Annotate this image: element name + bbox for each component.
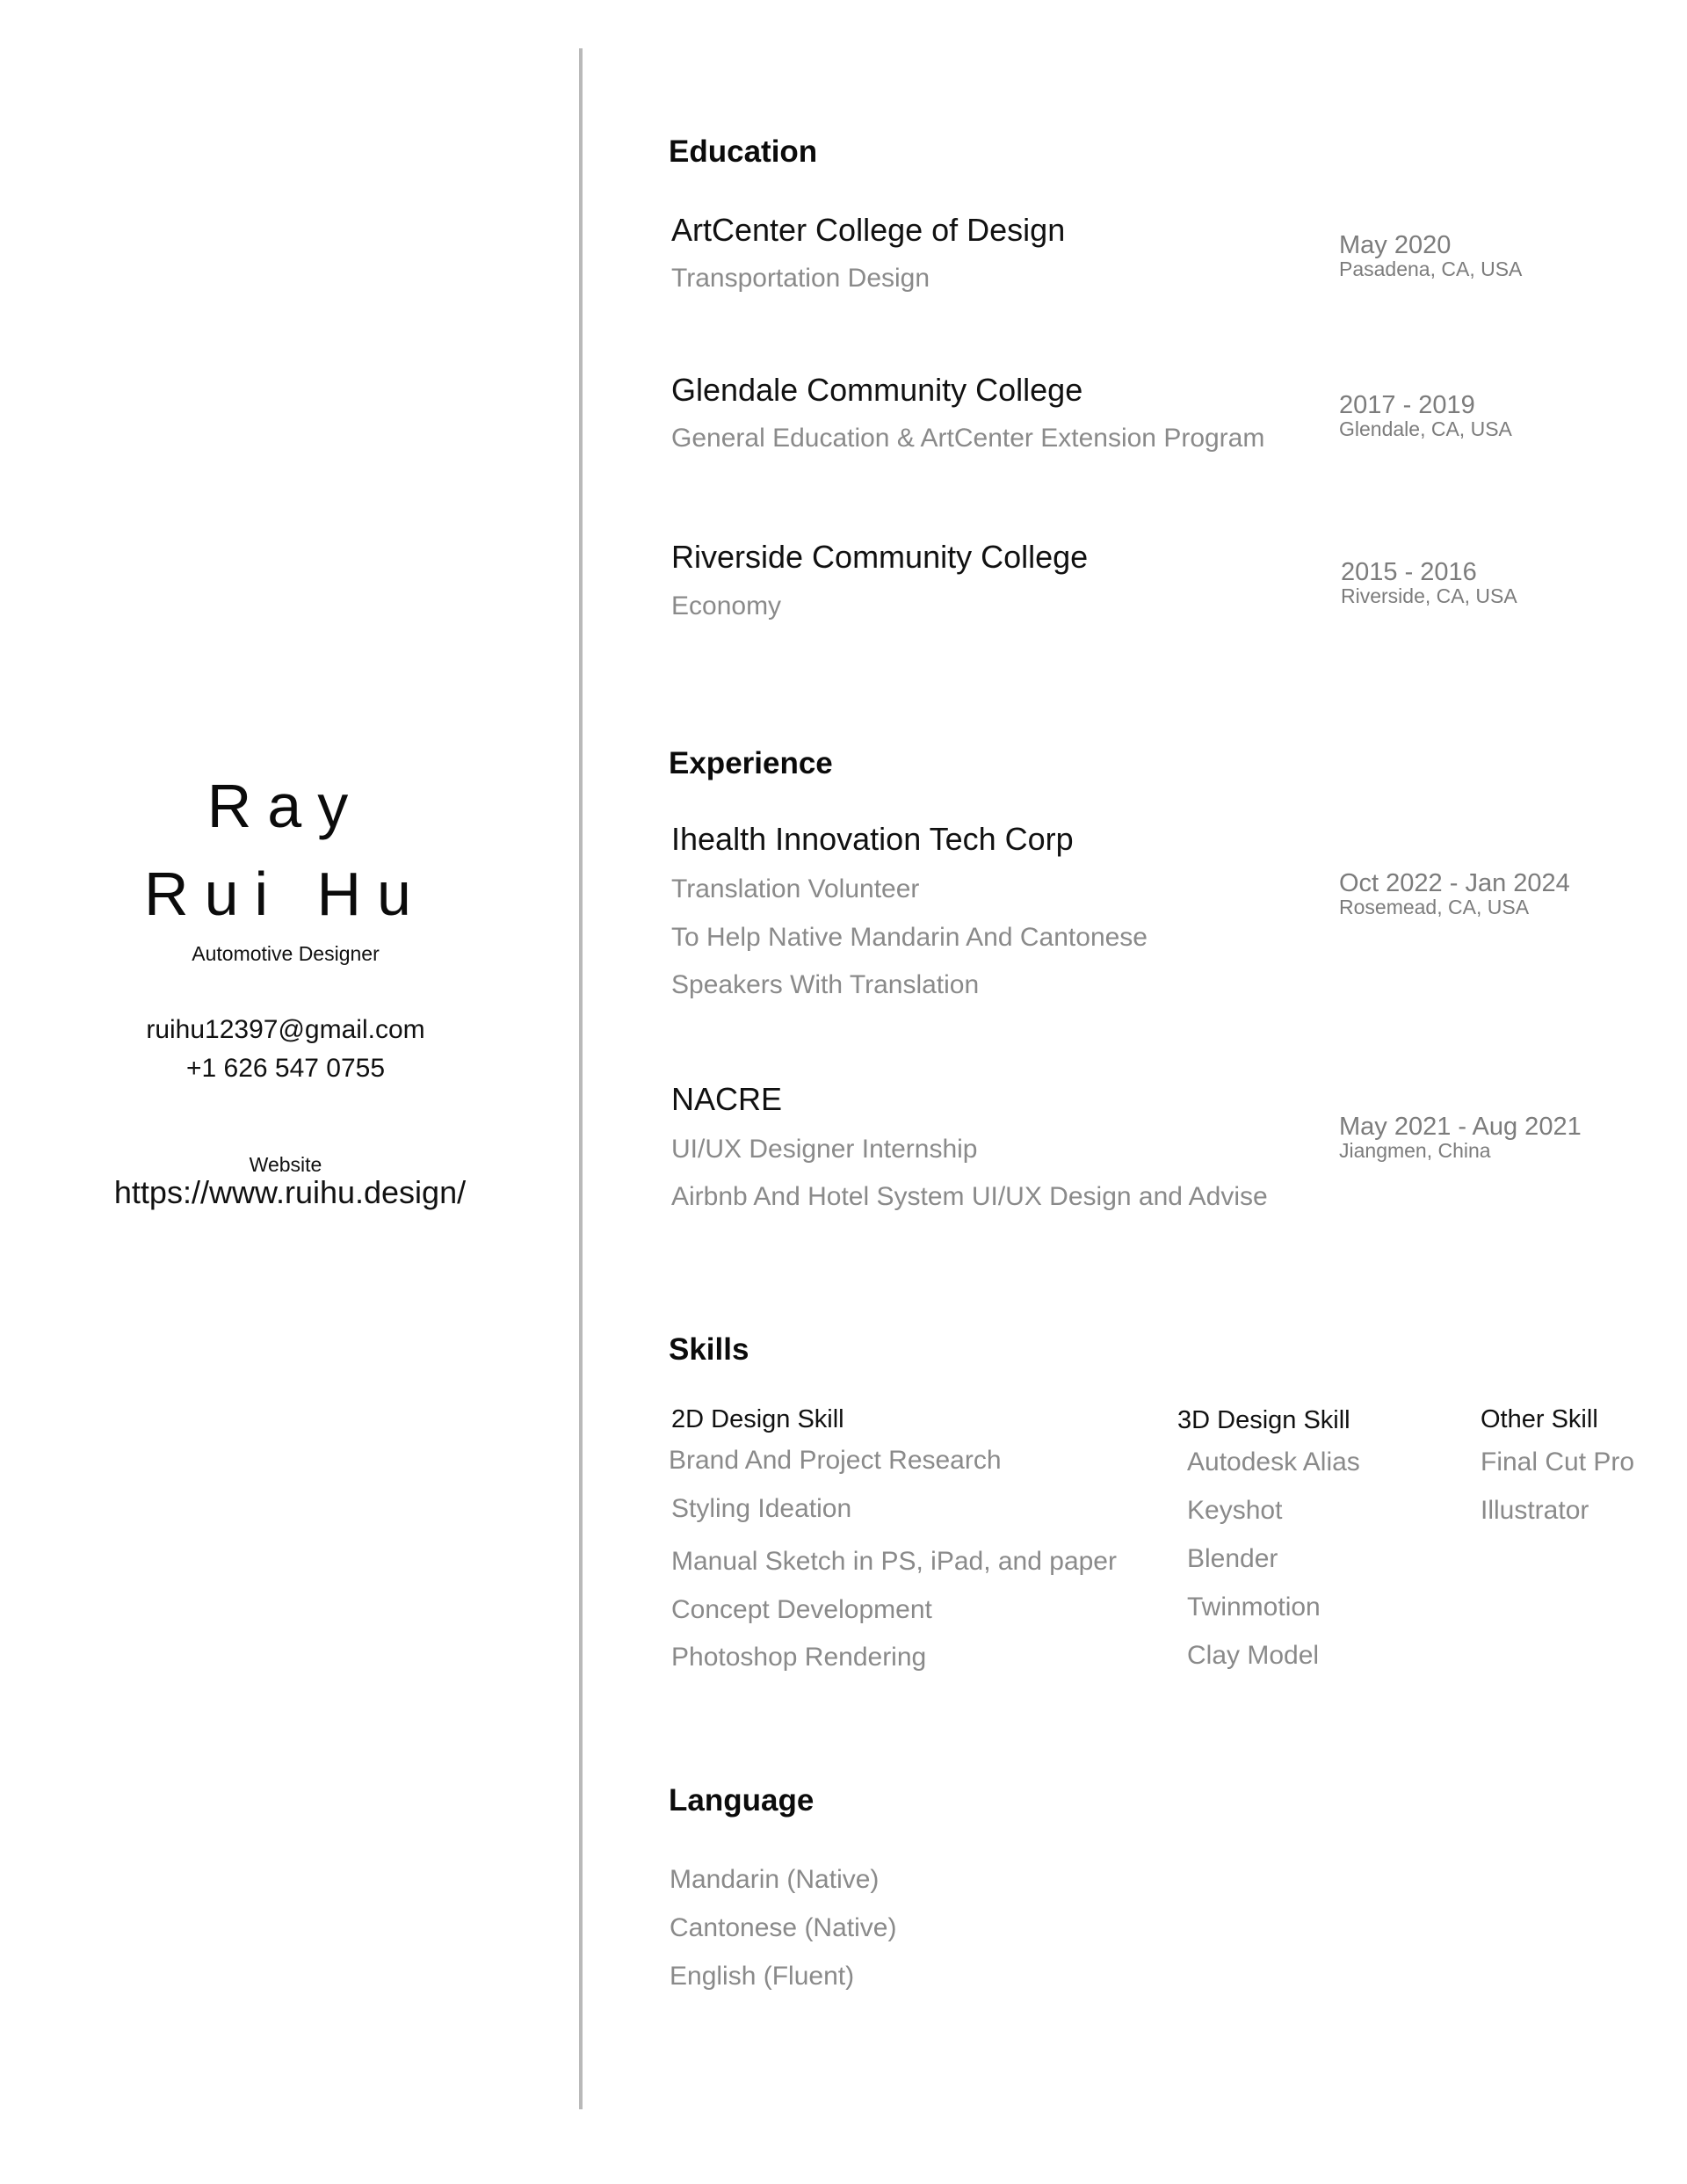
experience-company: Ihealth Innovation Tech Corp bbox=[671, 821, 1074, 857]
column-divider bbox=[579, 48, 583, 2109]
experience-line: Speakers With Translation bbox=[671, 970, 980, 999]
education-date: 2015 - 2016 bbox=[1341, 558, 1477, 586]
experience-date: Oct 2022 - Jan 2024 bbox=[1339, 869, 1570, 897]
skill-group-heading: Other Skill bbox=[1481, 1405, 1598, 1433]
website-link[interactable]: https://www.ruihu.design/ bbox=[113, 1174, 467, 1210]
first-name: Ray bbox=[206, 772, 365, 840]
skill-group-heading: 3D Design Skill bbox=[1177, 1406, 1350, 1434]
skills-heading: Skills bbox=[669, 1332, 749, 1367]
skill-item: Twinmotion bbox=[1187, 1593, 1321, 1622]
email-address: ruihu12397@gmail.com bbox=[146, 1015, 425, 1044]
education-school: Glendale Community College bbox=[671, 372, 1083, 408]
skill-item: Blender bbox=[1187, 1544, 1278, 1573]
education-date: 2017 - 2019 bbox=[1339, 391, 1475, 419]
experience-date: May 2021 - Aug 2021 bbox=[1339, 1113, 1582, 1141]
skill-item: Brand And Project Research bbox=[669, 1446, 1002, 1475]
education-heading: Education bbox=[669, 134, 818, 169]
website-label: Website bbox=[249, 1153, 322, 1176]
education-program: General Education & ArtCenter Extension Program bbox=[671, 424, 1265, 453]
education-location: Riverside, CA, USA bbox=[1341, 584, 1517, 607]
experience-location: Rosemead, CA, USA bbox=[1339, 896, 1530, 918]
education-location: Glendale, CA, USA bbox=[1339, 417, 1512, 440]
skill-item: Concept Development bbox=[671, 1595, 932, 1624]
skill-item: Keyshot bbox=[1187, 1496, 1283, 1525]
education-program: Economy bbox=[671, 591, 782, 620]
language-item: Cantonese (Native) bbox=[670, 1913, 897, 1942]
skill-item: Autodesk Alias bbox=[1187, 1448, 1360, 1477]
skill-item: Illustrator bbox=[1481, 1496, 1589, 1525]
job-title: Automotive Designer bbox=[192, 942, 380, 965]
skill-item: Manual Sketch in PS, iPad, and paper bbox=[671, 1547, 1117, 1576]
education-program: Transportation Design bbox=[671, 264, 930, 293]
skill-item: Photoshop Rendering bbox=[671, 1643, 927, 1672]
language-item: English (Fluent) bbox=[670, 1962, 855, 1991]
experience-line: To Help Native Mandarin And Cantonese bbox=[671, 923, 1148, 952]
profile-column bbox=[0, 0, 580, 2184]
experience-line: Translation Volunteer bbox=[671, 874, 920, 903]
experience-line: Airbnb And Hotel System UI/UX Design and Advise bbox=[671, 1182, 1268, 1211]
language-item: Mandarin (Native) bbox=[670, 1865, 880, 1894]
education-school: ArtCenter College of Design bbox=[671, 212, 1066, 248]
last-name: Rui Hu bbox=[144, 860, 427, 928]
experience-line: UI/UX Designer Internship bbox=[671, 1135, 978, 1164]
skill-item: Clay Model bbox=[1187, 1641, 1320, 1670]
language-heading: Language bbox=[669, 1783, 815, 1818]
education-date: May 2020 bbox=[1339, 231, 1452, 259]
skill-item: Final Cut Pro bbox=[1481, 1448, 1635, 1477]
experience-location: Jiangmen, China bbox=[1339, 1139, 1491, 1162]
experience-company: NACRE bbox=[671, 1081, 783, 1117]
experience-heading: Experience bbox=[669, 746, 833, 780]
skill-group-heading: 2D Design Skill bbox=[671, 1405, 844, 1433]
phone-number: +1 626 547 0755 bbox=[185, 1054, 386, 1083]
education-school: Riverside Community College bbox=[671, 539, 1089, 575]
education-location: Pasadena, CA, USA bbox=[1339, 258, 1523, 280]
skill-item: Styling Ideation bbox=[671, 1494, 852, 1523]
